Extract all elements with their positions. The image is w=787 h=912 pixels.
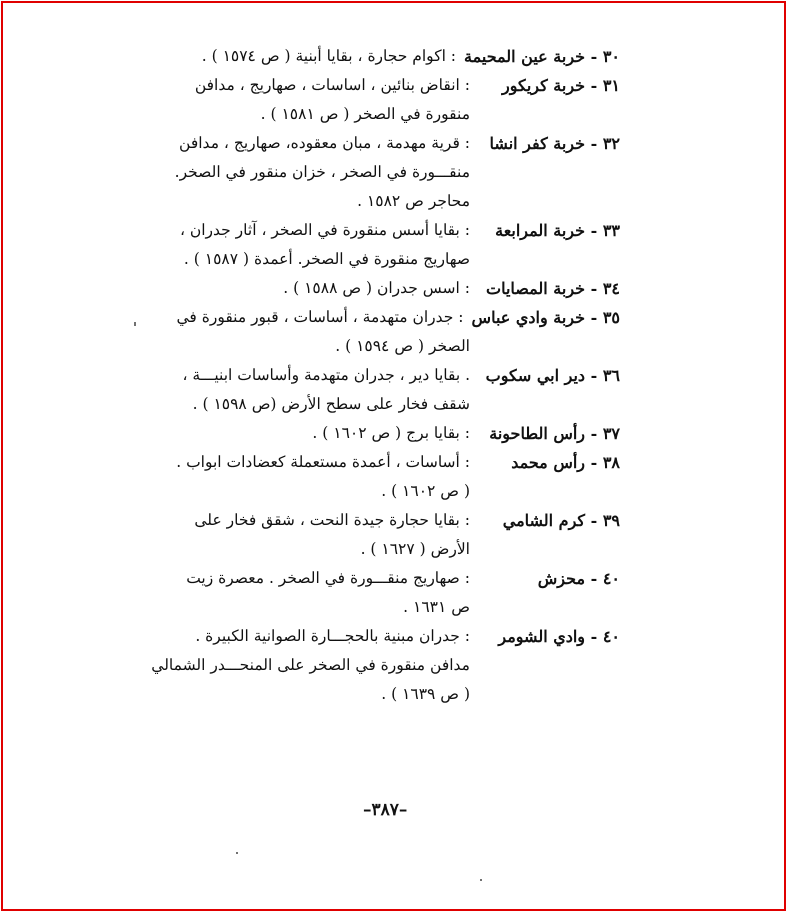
entry-site-name: ٣٠ - خربة عين المحيمة [464,47,620,66]
entry-site-name: ٣٧ - رأس الطاحونة [489,424,620,443]
entry-first-line [150,564,620,593]
entry-description: : انقاض بنائين ، اساسات ، صهاريج ، مدافن [194,76,470,94]
entry-description: : جدران متهدمة ، أساسات ، قبور منقورة في [176,308,464,326]
entry-description: : صهاريج منقـــورة في الصخر . معصرة زيت [186,569,470,587]
entry-description: : قرية مهدمة ، مبان معقوده، صهاريج ، مدافن [179,134,470,152]
entry-site-name: ٣٨ - رأس محمد [511,453,620,472]
entry [150,42,620,71]
entry-first-line [150,448,620,477]
entry-continuation: ( ص ١٦٠٢ ) . [381,482,470,500]
entry-continuation: محاجر ص ١٥٨٢ . [357,192,470,210]
entry [150,506,620,564]
entry-description: : اسس جدران ( ص ١٥٨٨ ) . [283,279,470,297]
speck-2 [134,324,136,326]
speck-4 [480,879,482,881]
entry-description: : بقايا برج ( ص ١٦٠٢ ) . [312,424,470,442]
entry-site-name: ٣١ - خربة كريكور [501,76,620,95]
entry [150,564,620,622]
entry-first-line [150,216,620,245]
entry-first-line [150,274,620,303]
entry-continuation: ص ١٦٣١ . [403,598,470,616]
entry-continuation: مدافن منقورة في الصخر على المنحـــدر الشمالي [151,656,470,674]
entry [150,419,620,448]
entry [150,303,620,361]
entry-site-name: ٣٩ - كرم الشامي [502,511,620,530]
entry-list [150,42,620,709]
entry [150,361,620,419]
entry-site-name: ٣٤ - خربة المصايات [486,279,620,298]
speck-3 [236,852,238,854]
entry-continuation: صهاريج منقورة في الصخر. أعمدة ( ١٥٨٧ ) . [183,250,470,268]
entry-site-name: ٣٦ - دير ابي سكوب [485,366,620,385]
entry [150,622,620,709]
entry-continuation: الصخر ( ص ١٥٩٤ ) . [335,337,470,355]
page-number: –٣٨٧– [363,800,408,820]
entry-site-name: ٤٠ - وادي الشومر [498,627,620,646]
entry-continuation: منقورة في الصخر ( ص ١٥٨١ ) . [260,105,470,123]
entry-site-name: ٣٣ - خربة المرابعة [495,221,620,240]
entry-description: : بقايا أسس منقورة في الصخر ، آثار جدران ، [179,221,470,239]
entry-description: : اكوام حجارة ، بقايا أبنية ( ص ١٥٧٤ ) . [201,47,457,65]
entry [150,216,620,274]
entry-continuation: الأرض ( ١٦٢٧ ) . [360,540,470,558]
entry-first-line [150,361,620,390]
entry-first-line [150,71,620,100]
entry-continuation: ( ص ١٦٣٩ ) . [381,685,470,703]
entry-description: : أساسات ، أعمدة مستعملة كعضادات ابواب . [176,453,470,471]
entry [150,129,620,216]
entry [150,274,620,303]
entry-first-line [150,303,620,332]
entry-continuation: منقـــورة في الصخر ، خزان منقور في الصخر. [174,163,470,181]
entry-description: . بقايا دير ، جدران متهدمة وأساسات ابنيـــة ، [182,366,470,384]
entry-site-name: ٣٥ - خربة وادي عباس [471,308,620,327]
entry [150,448,620,506]
entry-site-name: ٤٠ - محزش [537,569,620,588]
entry-continuation: شقف فخار على سطح الأرض (ص ١٥٩٨ ) . [192,395,470,413]
entry-site-name: ٣٢ - خربة كفر انشا [489,134,620,153]
entry [150,71,620,129]
entry-first-line [150,506,620,535]
entry-first-line [150,622,620,651]
entry-first-line [150,419,620,448]
entry-first-line [150,42,620,71]
entry-description: : جدران مبنية بالحجـــارة الصوانية الكبيرة . [195,627,470,645]
entry-first-line [150,129,620,158]
entry-description: : بقايا حجارة جيدة النحت ، شقق فخار على [194,511,470,529]
